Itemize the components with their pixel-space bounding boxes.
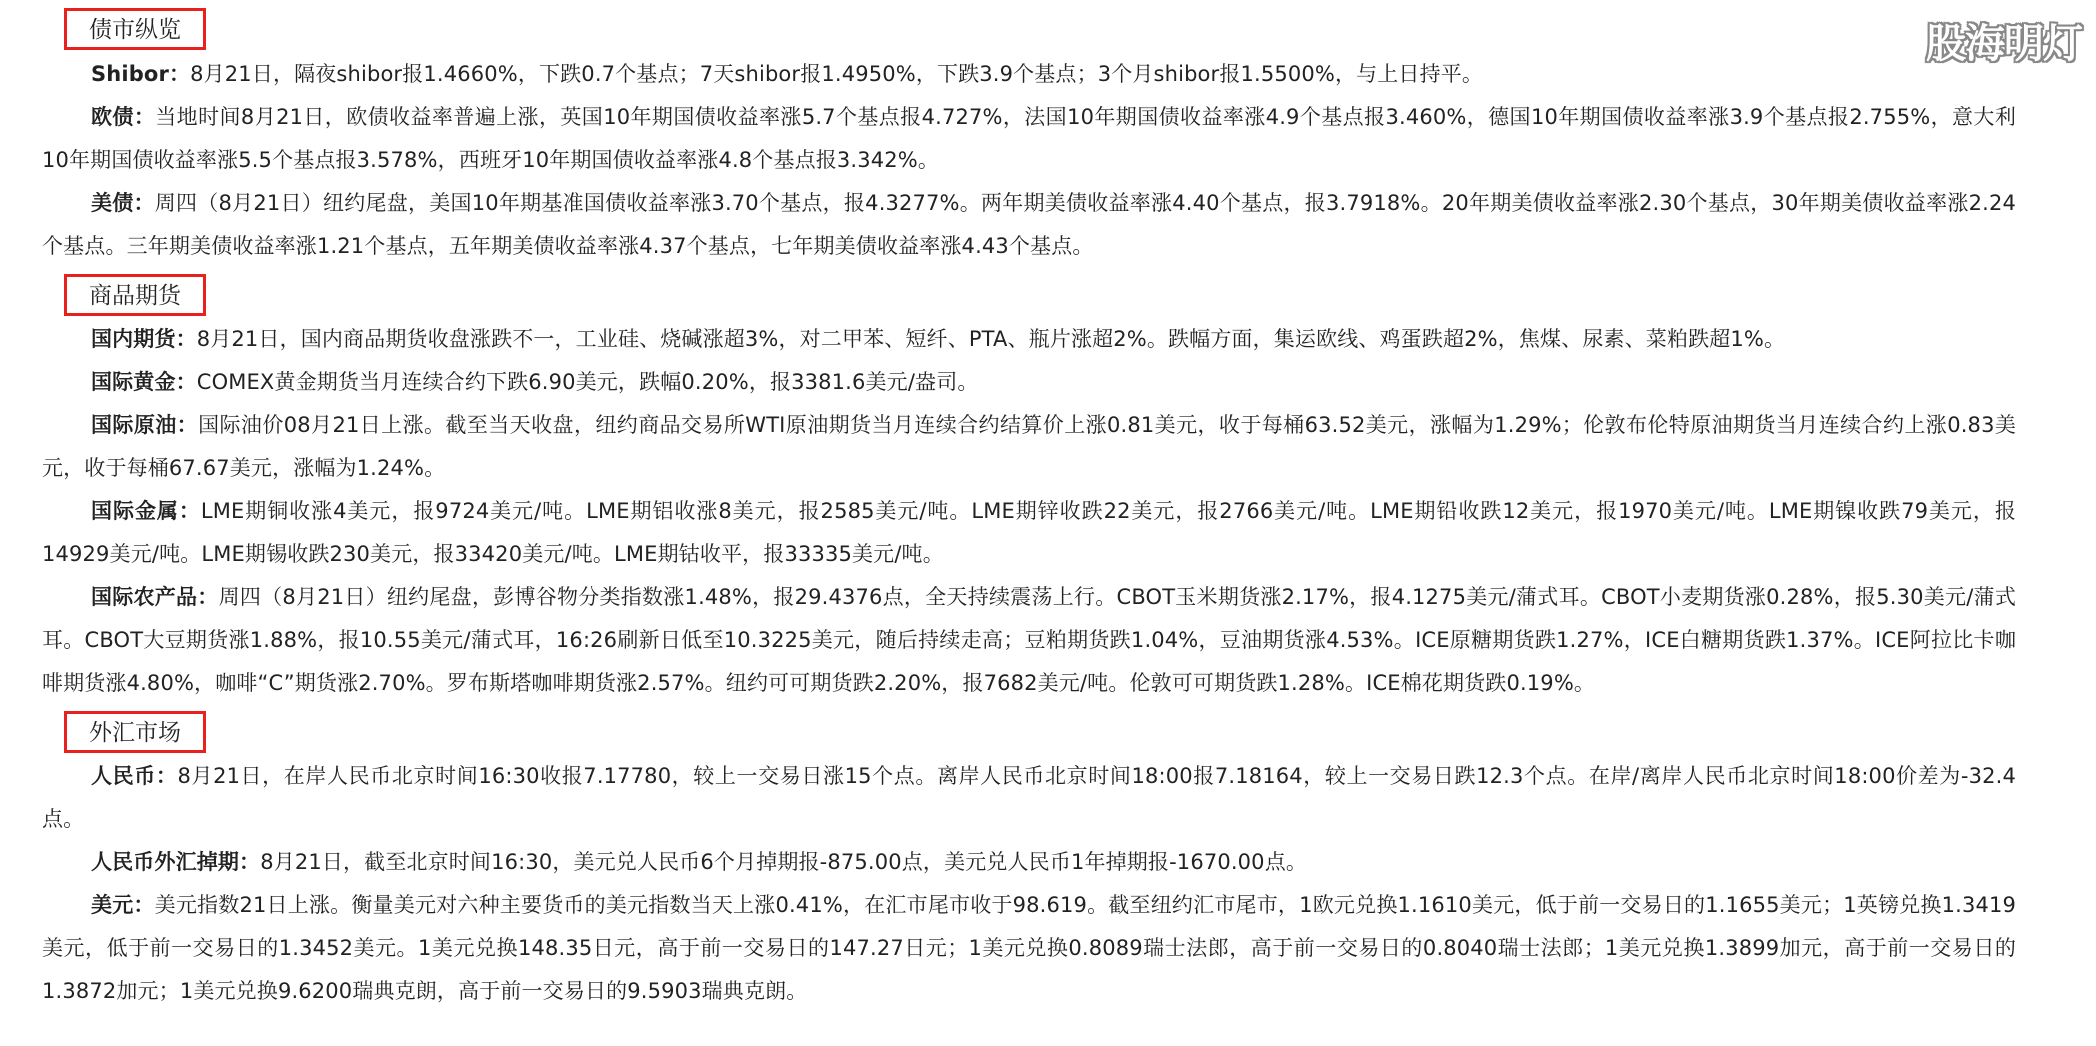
paragraph-label: 国际金属： (91, 499, 201, 523)
paragraph-text: 国际油价08月21日上涨。截至当天收盘，纽约商品交易所WTI原油期货当月连续合约结算价上涨0.81美元，收于每桶63.52美元，涨幅为1.29%；伦敦布伦特原油期货当月连续合约上涨0.83美元，收于每桶67.67美元，涨幅为1.24%。 (42, 413, 2016, 480)
paragraph-label: 美债： (91, 191, 155, 215)
paragraph-label: Shibor： (91, 62, 191, 86)
paragraph-us-treasuries (42, 182, 2016, 268)
paragraph-rmb (42, 755, 2016, 841)
section-commodity-futures (42, 268, 2016, 705)
paragraph-text: 当地时间8月21日，欧债收益率普遍上涨，英国10年期国债收益率涨5.7个基点报4.727%，法国10年期国债收益率涨4.9个基点报3.460%，德国10年期国债收益率涨3.9个基点报2.755%，意大利10年期国债收益率涨5.5个基点报3.578%，西班牙10年期国债收益率涨4.8个基点报3.342%。 (42, 105, 2016, 172)
paragraph-text: 8月21日，截至北京时间16:30，美元兑人民币6个月掉期报-875.00点，美元兑人民币1年掉期报-1670.00点。 (260, 850, 1307, 874)
paragraph-text: LME期铜收涨4美元，报9724美元/吨。LME期铝收涨8美元，报2585美元/吨。LME期锌收跌22美元，报2766美元/吨。LME期铅收跌12美元，报1970美元/吨。LME期镍收跌79美元，报14929美元/吨。LME期锡收跌230美元，报33420美元/吨。LME期钴收平，报33335美元/吨。 (42, 499, 2016, 566)
watermark-logo: 股海明灯 (1926, 21, 2082, 67)
paragraph-text: 周四（8月21日）纽约尾盘，美国10年期基准国债收益率涨3.70个基点，报4.3277%。两年期美债收益率涨4.40个基点，报3.7918%。20年期美债收益率涨2.30个基点，30年期美债收益率涨2.24个基点。三年期美债收益率涨1.21个基点，五年期美债收益率涨4.37个基点，七年期美债收益率涨4.43个基点。 (42, 191, 2016, 258)
paragraph-label: 国际农产品： (91, 585, 219, 609)
paragraph-domestic-futures (42, 318, 2016, 361)
paragraph-euro-bonds (42, 96, 2016, 182)
paragraph-intl-crude-oil (42, 404, 2016, 490)
paragraph-intl-gold (42, 361, 2016, 404)
paragraph-intl-metals (42, 490, 2016, 576)
paragraph-text: 8月21日，隔夜shibor报1.4660%，下跌0.7个基点；7天shibor报1.4950%，下跌3.9个基点；3个月shibor报1.5500%，与上日持平。 (190, 62, 1484, 86)
paragraph-intl-agriculture (42, 576, 2016, 705)
section-header-commodity-futures: 商品期货 (64, 274, 206, 316)
paragraph-rmb-swap (42, 841, 2016, 884)
section-forex-market (42, 705, 2016, 1013)
paragraph-label: 国际原油： (91, 413, 199, 437)
paragraph-text: COMEX黄金期货当月连续合约下跌6.90美元，跌幅0.20%，报3381.6美元/盎司。 (196, 370, 979, 394)
paragraph-label: 国内期货： (91, 327, 197, 351)
paragraph-label: 欧债： (91, 105, 156, 129)
paragraph-text: 8月21日，国内商品期货收盘涨跌不一，工业硅、烧碱涨超3%，对二甲苯、短纤、PTA、瓶片涨超2%。跌幅方面，集运欧线、鸡蛋跌超2%，焦煤、尿素、菜粕跌超1%。 (196, 327, 1786, 351)
article-body (42, 0, 2016, 1013)
paragraph-text: 8月21日，在岸人民币北京时间16:30收报7.17780，较上一交易日涨15个点。离岸人民币北京时间18:00报7.18164，较上一交易日跌12.3个点。在岸/离岸人民币北京时间18:00价差为-32.4点。 (42, 764, 2016, 831)
paragraph-text: 美元指数21日上涨。衡量美元对六种主要货币的美元指数当天上涨0.41%，在汇市尾市收于98.619。截至纽约汇市尾市，1欧元兑换1.1610美元，低于前一交易日的1.1655美元；1英镑兑换1.3419美元，低于前一交易日的1.3452美元。1美元兑换148.35日元，高于前一交易日的147.27日元；1美元兑换0.8089瑞士法郎，高于前一交易日的0.8040瑞士法郎；1美元兑换1.3899加元，高于前一交易日的1.3872加元；1美元兑换9.6200瑞典克朗，高于前一交易日的9.5903瑞典克朗。 (42, 893, 2017, 1003)
paragraph-label: 人民币： (91, 764, 178, 788)
paragraph-shibor (42, 53, 2016, 96)
paragraph-usd (42, 884, 2016, 1013)
section-header-forex-market: 外汇市场 (64, 711, 206, 753)
paragraph-label: 人民币外汇掉期： (91, 850, 261, 874)
paragraph-label: 国际黄金： (91, 370, 197, 394)
section-header-bond-market: 债市纵览 (64, 8, 206, 50)
paragraph-label: 美元： (91, 893, 155, 917)
section-bond-market (42, 0, 2016, 268)
paragraph-text: 周四（8月21日）纽约尾盘，彭博谷物分类指数涨1.48%，报29.4376点，全天持续震荡上行。CBOT玉米期货涨2.17%，报4.1275美元/蒲式耳。CBOT小麦期货涨0.28%，报5.30美元/蒲式耳。CBOT大豆期货涨1.88%，报10.55美元/蒲式耳，16:26刷新日低至10.3225美元，随后持续走高；豆粕期货跌1.04%，豆油期货涨4.53%。ICE原糖期货跌1.27%，ICE白糖期货跌1.37%。ICE阿拉比卡咖啡期货涨4.80%，咖啡“C”期货涨2.70%。罗布斯塔咖啡期货涨2.57%。纽约可可期货跌2.20%，报7682美元/吨。伦敦可可期货跌1.28%。ICE棉花期货跌0.19%。 (42, 585, 2017, 695)
